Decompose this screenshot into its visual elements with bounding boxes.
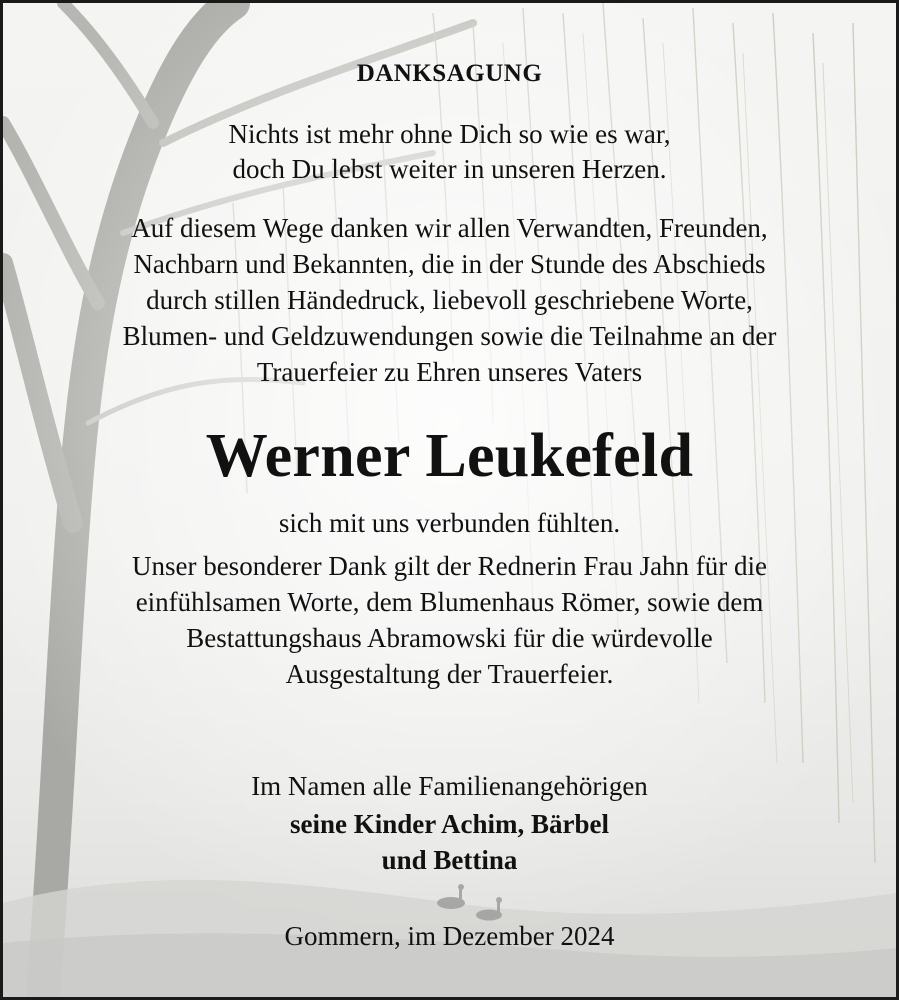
thanks-intro-line-3: durch stillen Händedruck, liebevoll geschriebene Worte, [146, 285, 753, 315]
deceased-name: Werner Leukefeld [205, 422, 694, 490]
thanks-intro-line-5: Trauerfeier zu Ehren unseres Vaters [256, 357, 643, 387]
thanks-continued-line-4: Bestattungshaus Abramowski für die würdevolle [186, 623, 713, 653]
place-and-date: Gommern, im Dezember 2024 [284, 921, 615, 951]
notice-text-content [3, 3, 896, 997]
thanks-continued-line-5: Ausgestaltung der Trauerfeier. [285, 659, 614, 689]
signature-names-line-1: seine Kinder Achim, Bärbel [289, 809, 609, 839]
thanks-continued-line-2: Unser besonderer Dank gilt der Rednerin Frau Jahn für die [131, 551, 768, 581]
verse-line-1: Nichts ist mehr ohne Dich so wie es war, [228, 119, 671, 149]
thanks-intro-line-1: Auf diesem Wege danken wir allen Verwandten, Freunden, [131, 213, 768, 243]
thanks-continued-line-3: einfühlsamen Worte, dem Blumenhaus Römer, sowie dem [135, 587, 764, 617]
thanks-intro-line-4: Blumen- und Geldzuwendungen sowie die Teilnahme an der [122, 321, 777, 351]
notice-heading: DANKSAGUNG [356, 60, 543, 87]
thanks-continued-line-1: sich mit uns verbunden fühlten. [278, 508, 621, 538]
verse-line-2: doch Du lebst weiter in unseren Herzen. [232, 154, 667, 184]
signature-intro: Im Namen alle Familienangehörigen [251, 771, 648, 801]
signature-names-line-2: und Bettina [381, 845, 518, 875]
thanks-intro-line-2: Nachbarn und Bekannten, die in der Stunde des Abschieds [133, 249, 766, 279]
